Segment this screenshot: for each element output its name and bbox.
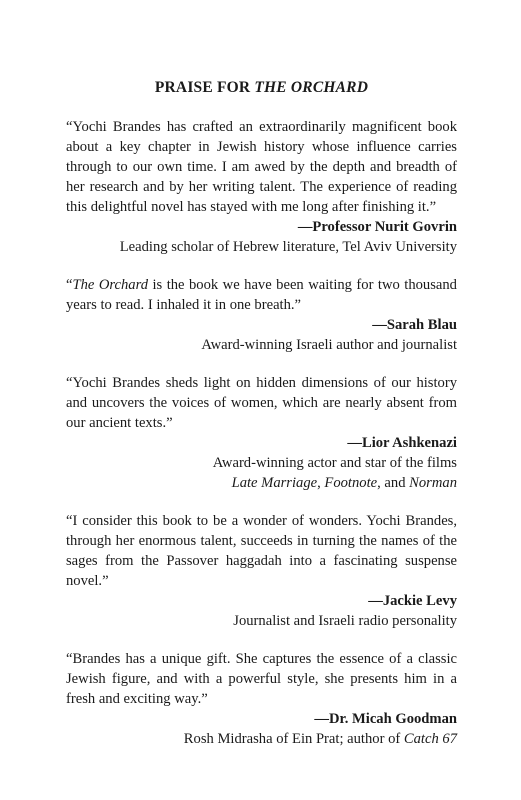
endorsement-quote: “I consider this book to be a wonder of wonders. Yochi Brandes, through her enormous talent, succeeds in turning the names of the sages from the Passover haggadah into a fascinating suspense novel.” <box>66 513 457 589</box>
endorser-name: —Lior Ashkenazi <box>347 435 457 451</box>
page-heading <box>66 78 457 98</box>
endorser-name: —Jackie Levy <box>368 593 457 609</box>
heading-book-title: THE ORCHARD <box>254 79 369 96</box>
endorser-description: Leading scholar of Hebrew literature, Tel Aviv University <box>119 239 457 255</box>
endorser-name: —Dr. Micah Goodman <box>314 711 457 727</box>
description-text: Rosh Midrasha of Ein Prat; author of <box>183 731 404 747</box>
endorser-description: Award-winning Israeli author and journalist <box>201 337 457 353</box>
film-separator: , <box>317 475 325 491</box>
endorser-name: —Sarah Blau <box>372 317 457 333</box>
endorsement-quote: “Yochi Brandes sheds light on hidden dimensions of our history and uncovers the voices of women, which are nearly absent from our ancient texts.” <box>66 375 457 431</box>
film-title: Late Marriage <box>231 475 318 491</box>
quote-book-title: The Orchard <box>72 277 149 293</box>
endorsement <box>66 117 457 257</box>
book-title: Catch 67 <box>403 731 457 747</box>
endorsement <box>66 373 457 493</box>
endorsement-quote: “Brandes has a unique gift. She captures the essence of a classic Jewish figure, and with a powerful style, she presents him in a fresh and exciting way.” <box>66 651 457 707</box>
heading-prefix: PRAISE FOR <box>154 79 255 96</box>
endorser-description: Award-winning actor and star of the films <box>212 455 457 471</box>
endorsement-quote <box>66 275 457 315</box>
film-separator: , and <box>377 475 410 491</box>
film-title: Norman <box>409 475 457 491</box>
endorsement-quote: “Yochi Brandes has crafted an extraordinarily magnificent book about a key chapter in Jewish history whose influence carries through to our own time. I am awed by the depth and breadth of her research and by her writing talent. The experience of reading this delightful novel has stayed with me long after finishing it.” <box>66 119 457 215</box>
quote-open-mark: “ <box>66 277 73 293</box>
praise-page <box>66 78 457 767</box>
quote-text: is the book we have been waiting for two thousand years to read. I inhaled it in one breath.” <box>66 277 457 313</box>
endorser-description <box>66 729 457 749</box>
endorser-films <box>66 473 457 493</box>
film-title: Footnote <box>324 475 378 491</box>
endorser-description: Journalist and Israeli radio personality <box>233 613 457 629</box>
endorser-name: —Professor Nurit Govrin <box>297 219 457 235</box>
endorsement <box>66 275 457 355</box>
endorsement <box>66 649 457 749</box>
endorsement <box>66 511 457 631</box>
